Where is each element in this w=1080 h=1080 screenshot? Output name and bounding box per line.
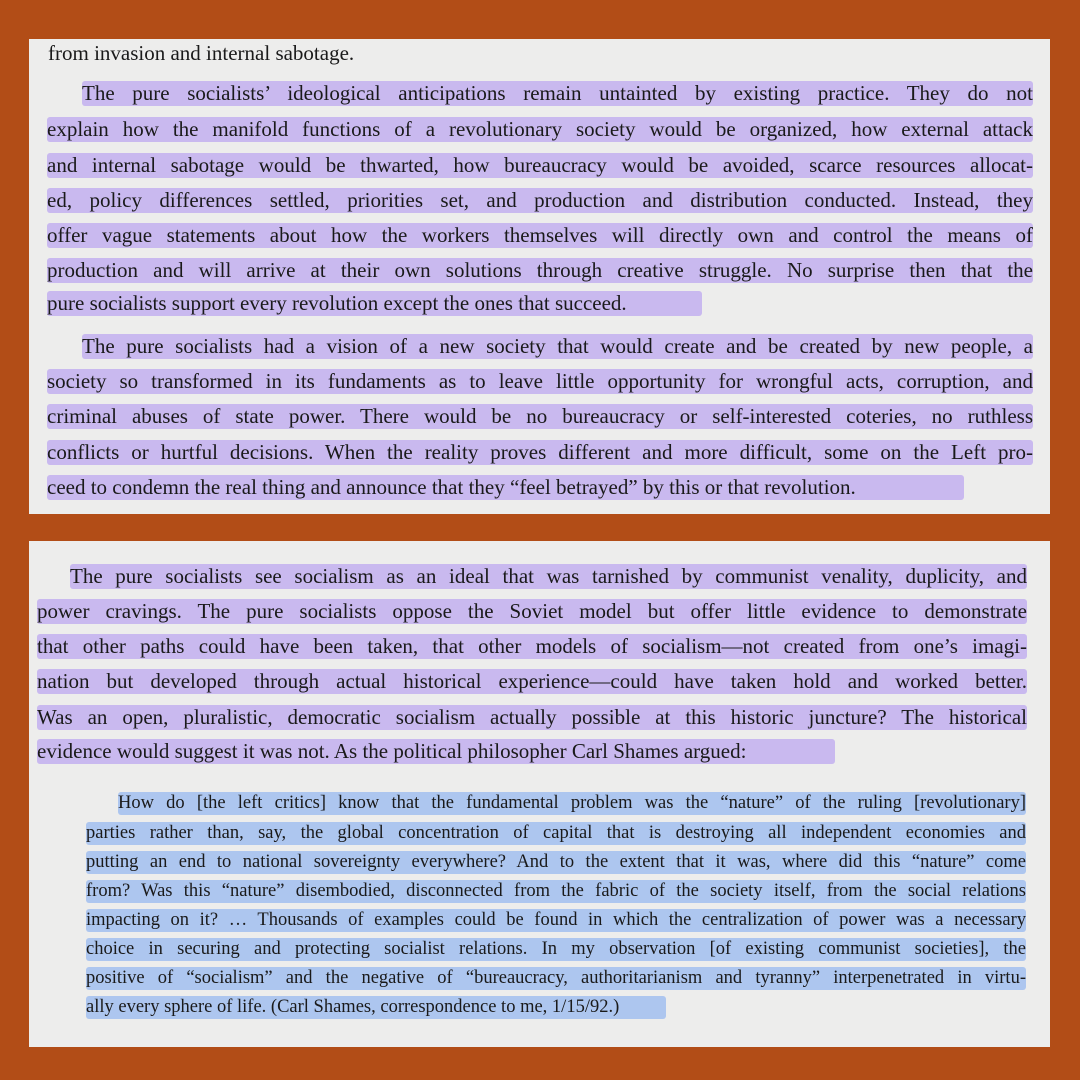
highlighted-line: The pure socialists’ ideological anticipations remain untainted by existing practice. They do not [82, 81, 1033, 105]
block-quote-line: impacting on it? … Thousands of examples could be found in which the centralization of power was a necessary [86, 910, 1026, 930]
highlighted-line: pure socialists support every revolution except the ones that succeed. [47, 291, 702, 316]
block-quote-line: ally every sphere of life. (Carl Shames, correspondence to me, 1/15/92.) [86, 996, 666, 1019]
highlighted-line: evidence would suggest it was not. As the political philosopher Carl Shames argued: [37, 739, 835, 764]
highlighted-line: offer vague statements about how the workers themselves will directly own and control the means of [47, 223, 1033, 247]
highlighted-line: society so transformed in its fundaments as to leave little opportunity for wrongful acts, corruption, and [47, 369, 1033, 393]
highlighted-line: conflicts or hurtful decisions. When the reality proves different and more difficult, some on the Left pro- [47, 440, 1033, 464]
bottom-text-card [29, 541, 1050, 1047]
highlighted-line: explain how the manifold functions of a revolutionary society would be organized, how external attack [47, 117, 1033, 141]
highlighted-line: ceed to condemn the real thing and announce that they “feel betrayed” by this or that revolution. [47, 475, 964, 500]
block-quote-line: parties rather than, say, the global concentration of capital that is destroying all independent economies and [86, 823, 1026, 843]
highlighted-line: The pure socialists had a vision of a new society that would create and be created by new people, a [82, 334, 1033, 358]
top-text-card [29, 39, 1050, 514]
highlighted-line: production and will arrive at their own solutions through creative struggle. No surprise then that the [47, 258, 1033, 282]
highlighted-line: The pure socialists see socialism as an ideal that was tarnished by communist venality, duplicity, and [70, 564, 1027, 588]
highlighted-line: power cravings. The pure socialists oppose the Soviet model but offer little evidence to demonstrate [37, 599, 1027, 623]
block-quote-line: How do [the left critics] know that the fundamental problem was the “nature” of the ruling [revolutionary] [118, 793, 1026, 813]
highlighted-line: that other paths could have been taken, that other models of socialism—not created from one’s imagi- [37, 634, 1027, 658]
block-quote-line: from? Was this “nature” disembodied, disconnected from the fabric of the society itself, from the social relations [86, 881, 1026, 901]
block-quote-line: putting an end to national sovereignty everywhere? And to the extent that it was, where did this “nature” come [86, 852, 1026, 872]
paragraph-line: from invasion and internal sabotage. [48, 41, 355, 65]
block-quote-line: positive of “socialism” and the negative of “bureaucracy, authoritarianism and tyranny” interpenetrated in virtu- [86, 968, 1026, 988]
highlighted-line: and internal sabotage would be thwarted, how bureaucracy would be avoided, scarce resources allocat- [47, 153, 1033, 177]
highlighted-line: criminal abuses of state power. There would be no bureaucracy or self-interested coteries, no ruthless [47, 404, 1033, 428]
block-quote-line: choice in securing and protecting socialist relations. In my observation [of existing communist societies], the [86, 939, 1026, 959]
highlighted-line: ed, policy differences settled, priorities set, and production and distribution conducted. Instead, they [47, 188, 1033, 212]
highlighted-line: Was an open, pluralistic, democratic socialism actually possible at this historic juncture? The historical [37, 705, 1027, 729]
highlighted-line: nation but developed through actual historical experience—could have taken hold and worked better. [37, 669, 1027, 693]
